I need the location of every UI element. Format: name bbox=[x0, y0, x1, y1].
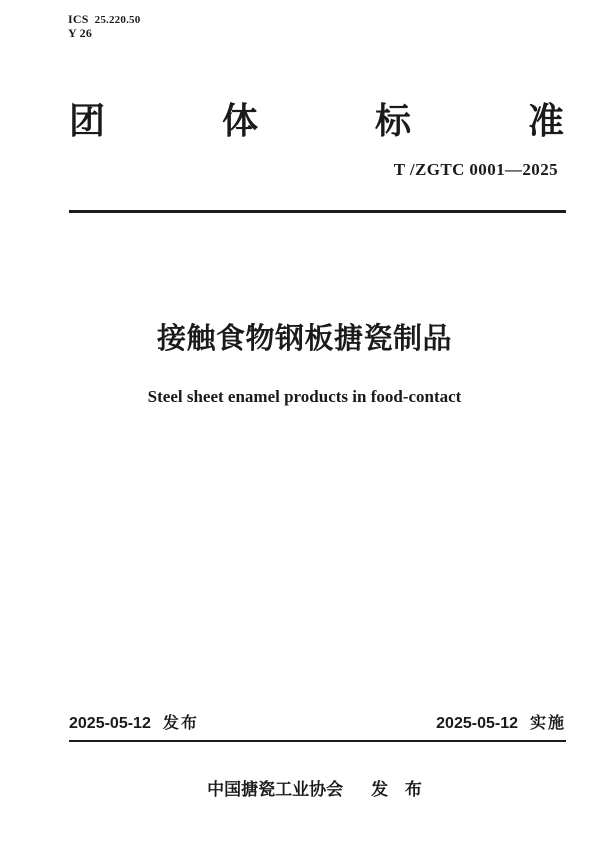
ics-block bbox=[68, 13, 140, 40]
implement-label: 实施 bbox=[529, 715, 566, 732]
publisher-name: 中国搪瓷工业协会 bbox=[207, 780, 344, 799]
issue-label: 发布 bbox=[162, 715, 199, 732]
masthead-char: 体 bbox=[221, 101, 258, 141]
document-title-cn: 接触食物钢板搪瓷制品 bbox=[156, 323, 452, 355]
publisher-row bbox=[69, 780, 566, 800]
standard-number: T /ZGTC 0001—2025 bbox=[393, 160, 558, 179]
masthead-char: 标 bbox=[374, 101, 411, 141]
bottom-rule bbox=[69, 740, 566, 742]
masthead-title bbox=[69, 98, 564, 144]
implement-date-group bbox=[436, 714, 566, 734]
classification-code: Y 26 bbox=[68, 26, 93, 40]
ics-line bbox=[68, 13, 140, 27]
ics-code: 25.220.50 bbox=[94, 14, 141, 26]
issue-date-group bbox=[69, 714, 199, 734]
implement-date: 2025-05-12 bbox=[436, 715, 518, 732]
masthead-char: 准 bbox=[527, 101, 564, 141]
top-rule bbox=[69, 210, 566, 213]
ics-label: ICS bbox=[68, 12, 89, 26]
issue-date: 2025-05-12 bbox=[69, 715, 151, 732]
publish-label: 发 布 bbox=[371, 780, 428, 799]
document-title-en: Steel sheet enamel products in food-contact bbox=[147, 387, 462, 406]
masthead-char: 团 bbox=[69, 101, 106, 141]
dates-row bbox=[69, 714, 566, 734]
